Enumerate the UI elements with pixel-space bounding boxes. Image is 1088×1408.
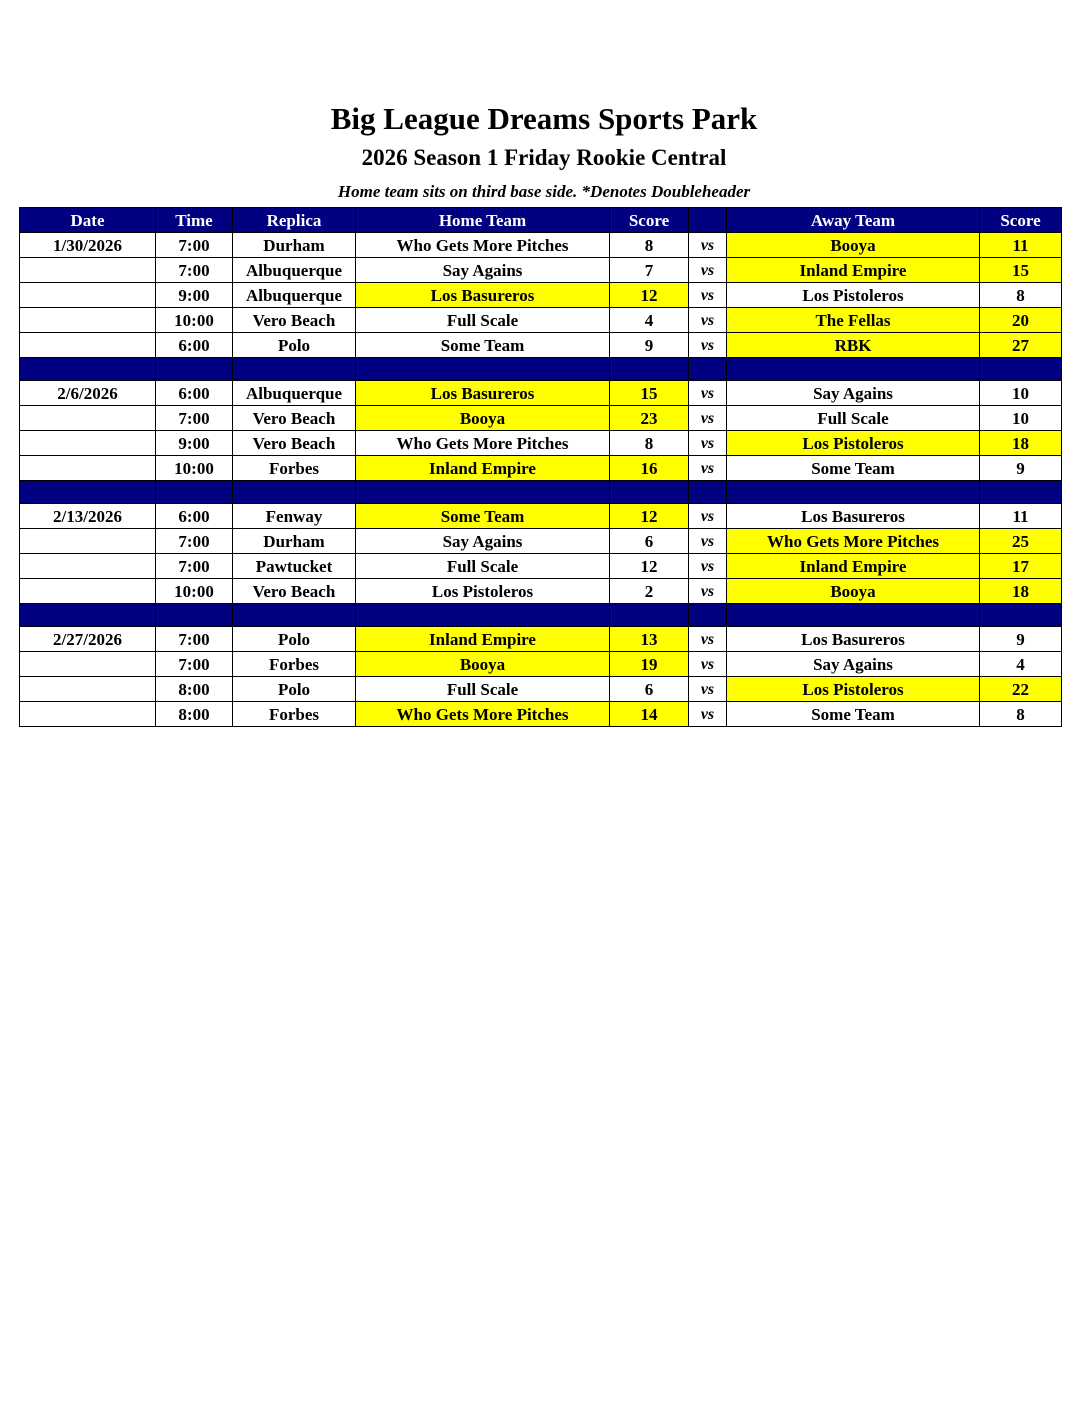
vs-label: vs — [689, 406, 727, 431]
game-date — [20, 456, 156, 481]
home-team: Inland Empire — [356, 456, 610, 481]
game-date — [20, 677, 156, 702]
game-replica: Albuquerque — [233, 381, 356, 406]
table-header-row — [20, 208, 1062, 233]
home-score: 15 — [610, 381, 689, 406]
separator-cell — [610, 604, 689, 627]
separator-cell — [233, 604, 356, 627]
away-score: 18 — [980, 579, 1062, 604]
away-score: 8 — [980, 702, 1062, 727]
col-header-home-team: Home Team — [356, 208, 610, 233]
game-date — [20, 579, 156, 604]
game-time: 9:00 — [156, 431, 233, 456]
home-score: 6 — [610, 529, 689, 554]
game-time: 7:00 — [156, 627, 233, 652]
game-date: 2/6/2026 — [20, 381, 156, 406]
game-time: 7:00 — [156, 652, 233, 677]
separator-cell — [727, 481, 980, 504]
game-date — [20, 652, 156, 677]
game-date — [20, 258, 156, 283]
page-title: Big League Dreams Sports Park — [330, 101, 758, 136]
home-score: 12 — [610, 283, 689, 308]
game-time: 9:00 — [156, 283, 233, 308]
home-team: Booya — [356, 652, 610, 677]
game-time: 7:00 — [156, 554, 233, 579]
vs-label: vs — [689, 381, 727, 406]
game-replica: Polo — [233, 627, 356, 652]
home-team: Full Scale — [356, 677, 610, 702]
col-header-home-score: Score — [610, 208, 689, 233]
home-team: Say Agains — [356, 258, 610, 283]
separator-cell — [20, 481, 156, 504]
separator-cell — [980, 358, 1062, 381]
separator-cell — [689, 358, 727, 381]
game-row — [20, 333, 1062, 358]
game-row — [20, 308, 1062, 333]
home-team: Some Team — [356, 333, 610, 358]
away-team: Some Team — [727, 456, 980, 481]
home-team: Inland Empire — [356, 627, 610, 652]
game-replica: Albuquerque — [233, 283, 356, 308]
week-separator — [20, 481, 1062, 504]
separator-cell — [610, 358, 689, 381]
home-score: 23 — [610, 406, 689, 431]
away-score: 4 — [980, 652, 1062, 677]
vs-label: vs — [689, 283, 727, 308]
away-score: 18 — [980, 431, 1062, 456]
away-score: 9 — [980, 456, 1062, 481]
separator-cell — [233, 358, 356, 381]
game-time: 10:00 — [156, 456, 233, 481]
game-replica: Pawtucket — [233, 554, 356, 579]
week-separator — [20, 358, 1062, 381]
home-score: 13 — [610, 627, 689, 652]
away-score: 10 — [980, 406, 1062, 431]
away-team: Los Basureros — [727, 504, 980, 529]
game-row — [20, 504, 1062, 529]
home-team: Los Pistoleros — [356, 579, 610, 604]
game-date — [20, 406, 156, 431]
away-score: 8 — [980, 283, 1062, 308]
game-time: 8:00 — [156, 677, 233, 702]
game-time: 7:00 — [156, 529, 233, 554]
game-replica: Vero Beach — [233, 579, 356, 604]
home-score: 2 — [610, 579, 689, 604]
game-date — [20, 333, 156, 358]
game-replica: Vero Beach — [233, 308, 356, 333]
away-team: Inland Empire — [727, 258, 980, 283]
separator-cell — [156, 358, 233, 381]
away-score: 17 — [980, 554, 1062, 579]
home-team: Say Agains — [356, 529, 610, 554]
home-team: Who Gets More Pitches — [356, 431, 610, 456]
away-score: 15 — [980, 258, 1062, 283]
col-header-vs — [689, 208, 727, 233]
schedule-note: Home team sits on third base side. *Denotes Doubleheader — [337, 182, 751, 201]
home-score: 8 — [610, 233, 689, 258]
game-date — [20, 283, 156, 308]
away-team: RBK — [727, 333, 980, 358]
game-row — [20, 652, 1062, 677]
separator-cell — [20, 604, 156, 627]
separator-cell — [356, 358, 610, 381]
game-row — [20, 627, 1062, 652]
game-date: 1/30/2026 — [20, 233, 156, 258]
home-score: 8 — [610, 431, 689, 456]
game-date — [20, 431, 156, 456]
home-score: 16 — [610, 456, 689, 481]
game-time: 6:00 — [156, 381, 233, 406]
col-header-replica: Replica — [233, 208, 356, 233]
away-score: 20 — [980, 308, 1062, 333]
separator-cell — [980, 481, 1062, 504]
game-time: 7:00 — [156, 258, 233, 283]
away-score: 11 — [980, 504, 1062, 529]
game-time: 7:00 — [156, 406, 233, 431]
game-row — [20, 554, 1062, 579]
away-team: Los Pistoleros — [727, 431, 980, 456]
home-team: Who Gets More Pitches — [356, 702, 610, 727]
away-team: Los Basureros — [727, 627, 980, 652]
game-date — [20, 702, 156, 727]
vs-label: vs — [689, 308, 727, 333]
game-row — [20, 283, 1062, 308]
separator-cell — [156, 604, 233, 627]
col-header-away-team: Away Team — [727, 208, 980, 233]
home-team: Who Gets More Pitches — [356, 233, 610, 258]
game-time: 10:00 — [156, 308, 233, 333]
game-row — [20, 456, 1062, 481]
away-team: Inland Empire — [727, 554, 980, 579]
game-time: 10:00 — [156, 579, 233, 604]
col-header-time: Time — [156, 208, 233, 233]
vs-label: vs — [689, 258, 727, 283]
vs-label: vs — [689, 504, 727, 529]
game-row — [20, 677, 1062, 702]
away-team: Some Team — [727, 702, 980, 727]
game-replica: Polo — [233, 333, 356, 358]
vs-label: vs — [689, 652, 727, 677]
separator-cell — [20, 358, 156, 381]
col-header-date: Date — [20, 208, 156, 233]
game-replica: Durham — [233, 529, 356, 554]
game-time: 6:00 — [156, 333, 233, 358]
game-time: 8:00 — [156, 702, 233, 727]
game-row — [20, 233, 1062, 258]
vs-label: vs — [689, 627, 727, 652]
separator-cell — [727, 358, 980, 381]
page-subtitle: 2026 Season 1 Friday Rookie Central — [361, 145, 727, 170]
game-replica: Vero Beach — [233, 406, 356, 431]
away-team: Who Gets More Pitches — [727, 529, 980, 554]
home-team: Full Scale — [356, 308, 610, 333]
separator-cell — [727, 604, 980, 627]
home-score: 12 — [610, 554, 689, 579]
game-replica: Polo — [233, 677, 356, 702]
game-date: 2/13/2026 — [20, 504, 156, 529]
home-team: Los Basureros — [356, 381, 610, 406]
game-row — [20, 702, 1062, 727]
vs-label: vs — [689, 333, 727, 358]
home-score: 7 — [610, 258, 689, 283]
schedule-body — [20, 233, 1062, 727]
home-team: Los Basureros — [356, 283, 610, 308]
away-team: Booya — [727, 579, 980, 604]
home-team: Some Team — [356, 504, 610, 529]
separator-cell — [233, 481, 356, 504]
home-team: Full Scale — [356, 554, 610, 579]
game-replica: Fenway — [233, 504, 356, 529]
game-row — [20, 258, 1062, 283]
vs-label: vs — [689, 456, 727, 481]
home-score: 14 — [610, 702, 689, 727]
away-team: The Fellas — [727, 308, 980, 333]
game-replica: Vero Beach — [233, 431, 356, 456]
game-row — [20, 381, 1062, 406]
vs-label: vs — [689, 431, 727, 456]
away-score: 22 — [980, 677, 1062, 702]
game-replica: Forbes — [233, 702, 356, 727]
away-score: 25 — [980, 529, 1062, 554]
game-row — [20, 529, 1062, 554]
away-team: Los Pistoleros — [727, 677, 980, 702]
game-date — [20, 308, 156, 333]
game-row — [20, 579, 1062, 604]
away-team: Los Pistoleros — [727, 283, 980, 308]
away-team: Say Agains — [727, 381, 980, 406]
home-team: Booya — [356, 406, 610, 431]
vs-label: vs — [689, 554, 727, 579]
separator-cell — [980, 604, 1062, 627]
separator-cell — [689, 481, 727, 504]
col-header-away-score: Score — [980, 208, 1062, 233]
home-score: 6 — [610, 677, 689, 702]
vs-label: vs — [689, 579, 727, 604]
home-score: 19 — [610, 652, 689, 677]
game-replica: Albuquerque — [233, 258, 356, 283]
vs-label: vs — [689, 702, 727, 727]
game-replica: Forbes — [233, 652, 356, 677]
home-score: 12 — [610, 504, 689, 529]
game-time: 6:00 — [156, 504, 233, 529]
game-row — [20, 431, 1062, 456]
vs-label: vs — [689, 529, 727, 554]
separator-cell — [156, 481, 233, 504]
home-score: 9 — [610, 333, 689, 358]
separator-cell — [356, 481, 610, 504]
separator-cell — [689, 604, 727, 627]
game-date — [20, 554, 156, 579]
week-separator — [20, 604, 1062, 627]
away-team: Full Scale — [727, 406, 980, 431]
away-team: Say Agains — [727, 652, 980, 677]
game-replica: Durham — [233, 233, 356, 258]
game-replica: Forbes — [233, 456, 356, 481]
vs-label: vs — [689, 233, 727, 258]
away-score: 10 — [980, 381, 1062, 406]
away-score: 9 — [980, 627, 1062, 652]
game-date: 2/27/2026 — [20, 627, 156, 652]
vs-label: vs — [689, 677, 727, 702]
home-score: 4 — [610, 308, 689, 333]
separator-cell — [610, 481, 689, 504]
game-date — [20, 529, 156, 554]
schedule-table — [19, 207, 1062, 727]
away-score: 27 — [980, 333, 1062, 358]
away-score: 11 — [980, 233, 1062, 258]
separator-cell — [356, 604, 610, 627]
game-row — [20, 406, 1062, 431]
away-team: Booya — [727, 233, 980, 258]
game-time: 7:00 — [156, 233, 233, 258]
